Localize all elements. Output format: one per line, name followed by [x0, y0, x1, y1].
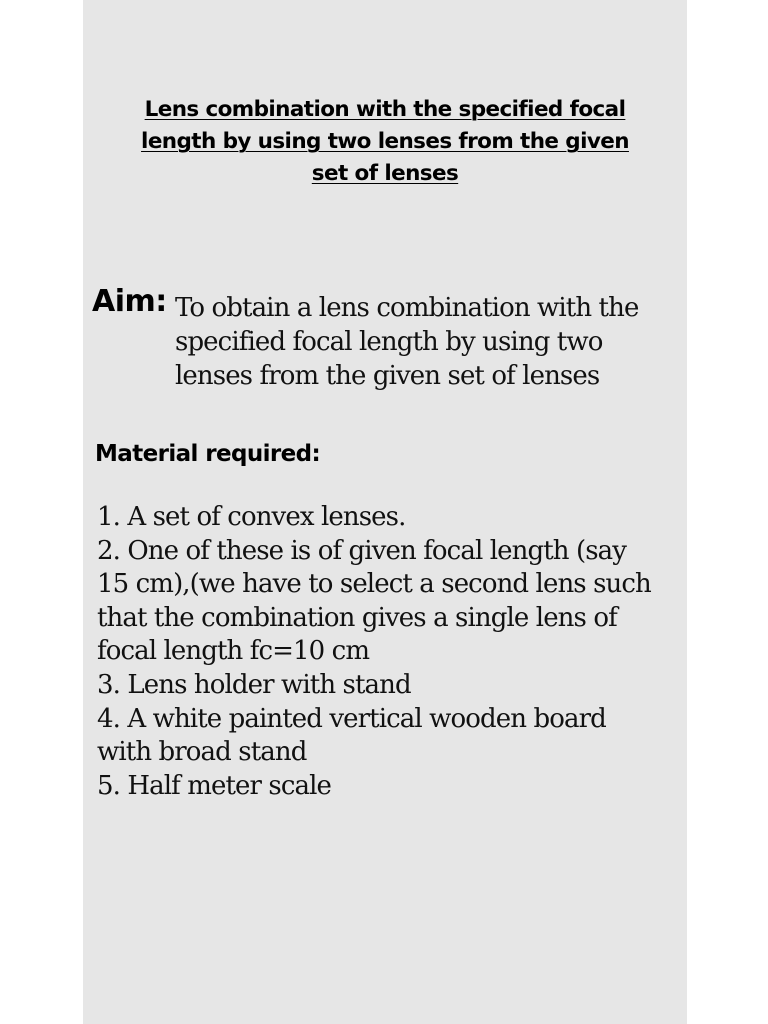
- materials-line: with broad stand: [97, 737, 307, 768]
- materials-list: [97, 501, 687, 803]
- aim-label: Aim:: [92, 284, 167, 319]
- title-line-text: set of lenses: [311, 161, 459, 186]
- materials-line: 2. One of these is of given focal length (say: [97, 535, 627, 566]
- page-title: [83, 94, 687, 190]
- materials-line: focal length fc=10 cm: [97, 636, 370, 667]
- title-line: [83, 126, 687, 158]
- aim-line: lenses from the given set of lenses: [175, 361, 600, 391]
- title-line-text: Lens combination with the specified focal: [144, 97, 626, 122]
- materials-line: 4. A white painted vertical wooden board: [97, 703, 606, 734]
- aim-line: To obtain a lens combination with the: [175, 293, 639, 323]
- materials-line: 3. Lens holder with stand: [97, 669, 411, 700]
- document-page: [83, 0, 687, 1024]
- materials-line: that the combination gives a single lens of: [97, 602, 617, 633]
- aim-text: [175, 291, 685, 393]
- materials-line: 15 cm),(we have to select a second lens such: [97, 569, 651, 600]
- title-line: [83, 158, 687, 190]
- aim-line: specified focal length by using two: [175, 327, 603, 357]
- title-line: [83, 94, 687, 126]
- title-line-text: length by using two lenses from the given: [141, 129, 629, 154]
- materials-line: 1. A set of convex lenses.: [97, 502, 406, 532]
- material-heading: Material required:: [95, 441, 321, 467]
- materials-line: 5. Half meter scale: [97, 770, 332, 801]
